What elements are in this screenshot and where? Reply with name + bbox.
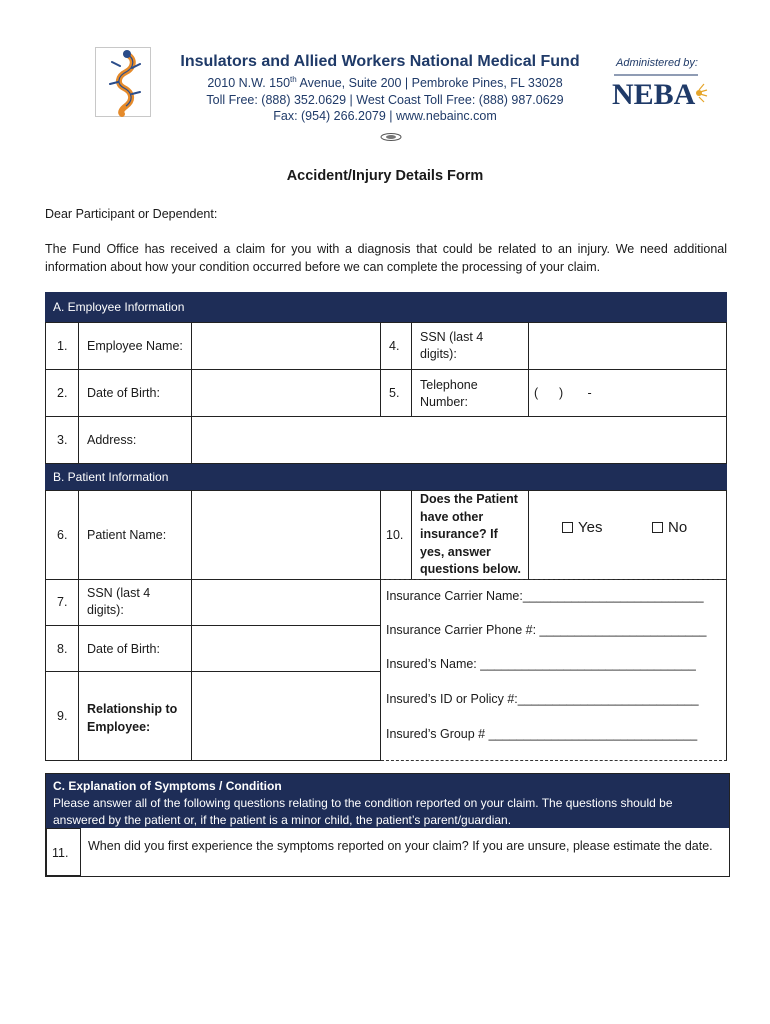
insurance-carrier-phone-field[interactable]: Insurance Carrier Phone #: ________________________ xyxy=(386,623,707,637)
phone-line: Toll Free: (888) 352.0629 | West Coast Toll Free: (888) 987.0629 xyxy=(206,93,564,107)
section-a-header: A. Employee Information xyxy=(45,292,727,322)
employee-name-label: Employee Name: xyxy=(87,339,183,353)
row-number: 2. xyxy=(57,386,68,400)
insurance-top-rule xyxy=(381,579,727,580)
section-c-header xyxy=(46,774,729,828)
address-field[interactable] xyxy=(191,416,727,464)
patient-ssn-field[interactable] xyxy=(191,579,381,626)
row-number: 7. xyxy=(57,595,68,609)
yes-option[interactable]: Yes xyxy=(562,519,602,536)
insurance-right-border xyxy=(726,579,727,761)
row-number: 9. xyxy=(57,709,68,723)
employee-dob-label: Date of Birth: xyxy=(87,386,160,400)
employee-name-field[interactable] xyxy=(191,322,381,370)
address-line: 2010 N.W. 150th Avenue, Suite 200 | Pembroke Pines, FL 33028 xyxy=(207,75,563,91)
ornament-divider-icon xyxy=(380,129,402,139)
fax-web-line: Fax: (954) 266.2079 | www.nebainc.com xyxy=(273,109,497,123)
employee-ssn-label: SSN (last 4 digits): xyxy=(420,330,484,361)
patient-ssn-label: SSN (last 4 digits): xyxy=(87,586,151,617)
row-number: 6. xyxy=(57,528,68,542)
relationship-label: Relationship to Employee: xyxy=(87,702,178,734)
telephone-label: Telephone Number: xyxy=(420,378,478,409)
fund-logo-salamander xyxy=(95,47,151,117)
insurance-bottom-rule xyxy=(381,760,727,761)
employee-ssn-field[interactable] xyxy=(528,322,727,370)
insureds-group-field[interactable]: Insured’s Group # ______________________________ xyxy=(386,727,698,741)
row-number: 1. xyxy=(57,339,68,353)
relationship-field[interactable] xyxy=(191,671,381,761)
employee-dob-field[interactable] xyxy=(191,369,381,417)
form-title: Accident/Injury Details Form xyxy=(286,168,484,184)
row-number: 8. xyxy=(57,642,68,656)
intro-paragraph: The Fund Office has received a claim for you with a diagnosis that could be related to an injury. We need additional information about how your condition occurred before we can complete the processing of your claim. xyxy=(45,242,727,274)
patient-dob-field[interactable] xyxy=(191,625,381,672)
address-label: Address: xyxy=(87,433,137,447)
svg-text:NEBA: NEBA xyxy=(612,78,696,108)
telephone-format: ( ) - xyxy=(534,386,592,400)
patient-dob-label: Date of Birth: xyxy=(87,642,160,656)
other-insurance-question: Does the Patient have other insurance? If yes, answer questions below. xyxy=(420,492,521,576)
administered-by-label: Administered by: xyxy=(616,57,698,69)
other-insurance-answer-cell xyxy=(528,490,727,580)
insureds-id-field[interactable]: Insured’s ID or Policy #:__________________________ xyxy=(386,692,699,706)
salutation: Dear Participant or Dependent: xyxy=(45,207,218,221)
section-c-instructions: Please answer all of the following questions relating to the condition reported on your claim. The questions should be answered by the patient or, if the patient is a minor child, the patient’s parent/guardian. xyxy=(53,796,673,827)
row-number: 5. xyxy=(389,386,400,400)
section-c-title: C. Explanation of Symptoms / Condition xyxy=(53,779,282,793)
neba-logo xyxy=(612,72,708,108)
row-number: 4. xyxy=(389,339,400,353)
no-option[interactable]: No xyxy=(652,519,687,536)
row-number: 10. xyxy=(386,528,404,542)
insureds-name-field[interactable]: Insured’s Name: _______________________________ xyxy=(386,657,696,671)
section-b-header: B. Patient Information xyxy=(45,464,727,490)
insurance-carrier-name-field[interactable]: Insurance Carrier Name:__________________________ xyxy=(386,589,704,603)
patient-name-label: Patient Name: xyxy=(87,528,167,542)
yes-checkbox[interactable] xyxy=(562,522,573,533)
row-number: 3. xyxy=(57,433,68,447)
symptom-onset-question: When did you first experience the symptoms reported on your claim? If you are unsure, please estimate the date. xyxy=(88,839,713,853)
no-checkbox[interactable] xyxy=(652,522,663,533)
row-number: 11. xyxy=(52,846,69,860)
patient-name-field[interactable] xyxy=(191,490,381,580)
org-name: Insulators and Allied Workers National Medical Fund xyxy=(180,53,580,70)
